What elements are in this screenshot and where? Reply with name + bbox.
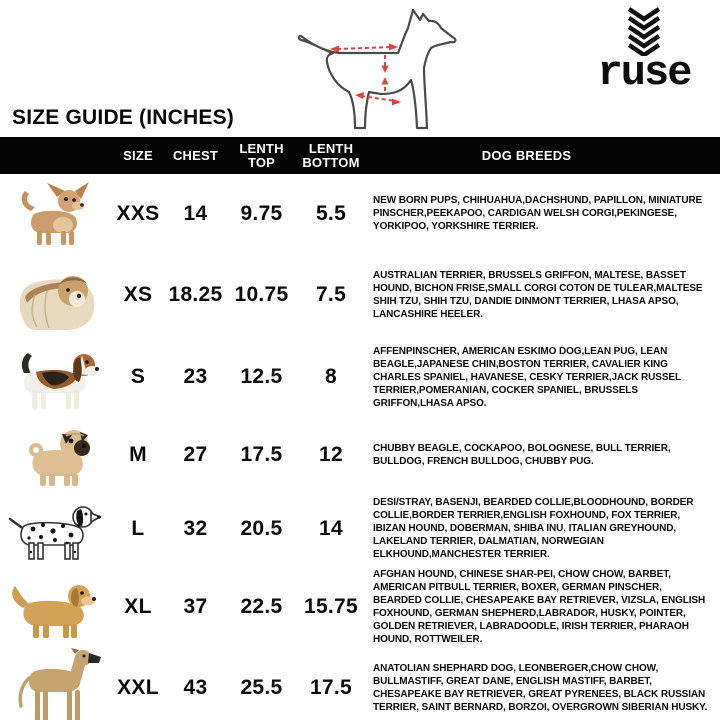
length-bottom-value: 12	[319, 442, 343, 466]
table-row-xxl	[0, 648, 720, 719]
breeds-list: DESI/STRAY, BASENJI, BEARDED COLLIE,BLOODHOUND, BORDER COLLIE,BORDER TERRIER,ENGLISH FOXHOUND, FOX TERRIER, IBIZAN HOUND, DOBERMAN, SHIBA INU, ITALIAN GREYHOUND, LAKELAND TERRIER, DALMATIAN, NORWEGIAN ELKHOUND,MANCHESTER TERRIER.	[373, 497, 694, 560]
chest-value: 18.25	[168, 282, 223, 306]
brand-logo	[582, 6, 706, 97]
breeds-list: CHUBBY BEAGLE, COCKAPOO, BOLOGNESE, BULL TERRIER, BULLDOG, FRENCH BULLDOG, CHUBBY PUG.	[373, 442, 671, 467]
chest-value: 27	[183, 442, 208, 466]
table-row-l	[0, 491, 720, 566]
length-top-value: 10.75	[234, 282, 289, 306]
size-value: M	[129, 442, 147, 466]
header-size: SIZE	[123, 147, 153, 163]
dog-image-golden-retriever	[0, 574, 113, 640]
size-value: XXL	[117, 676, 159, 699]
table-row-xl	[0, 566, 720, 648]
header-length-bottom: LENTH BOTTOM	[302, 140, 360, 170]
length-top-value: 9.75	[240, 201, 283, 225]
length-top-value: 25.5	[240, 676, 283, 699]
table-row-m	[0, 418, 720, 491]
length-bottom-value: 7.5	[315, 282, 347, 306]
dog-image-chihuahua	[0, 181, 113, 247]
chest-value: 37	[183, 595, 208, 618]
table-row-xxs	[0, 174, 720, 253]
breeds-list: ANATOLIAN SHEPHARD DOG, LEONBERGER,CHOW CHOW, BULLMASTIFF, GREAT DANE, ENGLISH MASTIFF, BARBET, CHESAPEAKE BAY RETRIEVER, GREAT PYRENEES, BLACK RUSSIAN TERRIER, SAINT BERNARD, BORZOI, OVERGROWN SIBERIAN HUSKY.	[373, 663, 708, 713]
dog-measurement-diagram	[281, 2, 481, 140]
length-top-value: 17.5	[240, 442, 283, 466]
breeds-list: AFGHAN HOUND, CHINESE SHAR-PEI, CHOW CHOW, BARBET, AMERICAN PITBULL TERRIER, BOXER, GERMAN PINSCHER, BEARDED COLLIE, CHESAPEAKE BAY RETRIEVER, VIZSLA, ENGLISH FOXHOUND, GERMAN SHEPHERD,LABRADOR, HUSKY, POINTER, GOLDEN RETRIEVER, LABRADOODLE, IRISH TERRIER, PHARAOH HOUND, ROTTWEILER.	[373, 569, 706, 645]
dog-image-dalmatian	[0, 497, 113, 561]
length-top-value: 22.5	[240, 595, 283, 618]
length-bottom-value: 14	[319, 516, 343, 540]
size-value: L	[131, 516, 145, 540]
length-top-value: 12.5	[240, 365, 283, 388]
table-header-row	[0, 137, 720, 174]
length-bottom-value: 8	[325, 365, 337, 388]
brand-name: ruse	[597, 49, 691, 97]
chest-value: 43	[183, 676, 208, 699]
length-bottom-value: 17.5	[309, 676, 353, 699]
table-row-xs	[0, 253, 720, 336]
breeds-list: AUSTRALIAN TERRIER, BRUSSELS GRIFFON, MALTESE, BASSET HOUND, BICHON FRISE,SMALL CORGI COTON DE TULEAR,MALTESE SHIH TZU, SHIH TZU, DANDIE DINMONT TERRIER, LHASA APSO, LANCASHIRE HEELER.	[373, 269, 703, 320]
dog-outline-icon	[281, 2, 481, 135]
length-bottom-value: 5.5	[315, 201, 347, 225]
header-length-top: LENTH TOP	[239, 140, 284, 170]
header-chest: CHEST	[172, 147, 219, 163]
size-value: XS	[123, 282, 153, 306]
dog-image-pug	[0, 422, 113, 488]
size-value: XXS	[116, 201, 160, 225]
dog-image-lhasa-apso	[0, 257, 113, 333]
table-row-s	[0, 336, 720, 418]
table-body	[0, 174, 720, 719]
length-top-value: 20.5	[240, 516, 283, 540]
chest-value: 14	[183, 201, 208, 225]
breeds-list: AFFENPINSCHER, AMERICAN ESKIMO DOG,LEAN PUG, LEAN BEAGLE,JAPANESE CHIN,BOSTON TERRIER, CAVALIER KING CHARLES SPANIEL, HAVANESE, CESKY TERRIER,JACK RUSSEL TERRIER,POMERANIAN, COCKER SPANIEL, BRUSSELS GRIFFON,LHASA APSO.	[373, 345, 681, 409]
chest-value: 23	[183, 365, 208, 388]
breeds-list: NEW BORN PUPS, CHIHUAHUA,DACHSHUND, PAPILLON, MINIATURE PINSCHER,PEEKAPOO, CARDIGAN WELSH CORGI,PEKINGESE, YORKIPOO, YORKSHIRE TERRIER.	[373, 195, 703, 232]
dog-image-great-dane	[0, 648, 113, 720]
header-dog-breeds: DOG BREEDS	[481, 147, 572, 163]
size-value: S	[130, 365, 146, 388]
chest-value: 32	[183, 516, 208, 540]
dog-image-beagle	[0, 341, 113, 413]
size-value: XL	[124, 595, 152, 618]
page-title: SIZE GUIDE (INCHES)	[12, 106, 234, 129]
length-bottom-value: 15.75	[303, 595, 359, 618]
size-table	[0, 137, 720, 719]
